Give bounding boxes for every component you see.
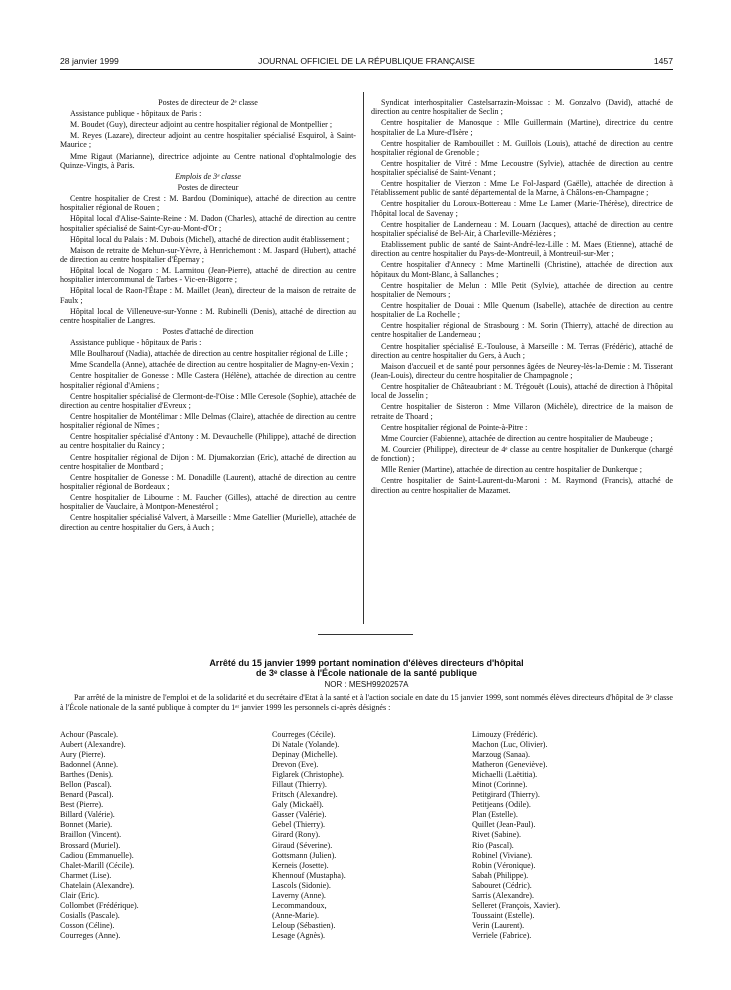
paragraph: Hôpital local de Nogaro : M. Larmitou (Jean-Pierre), attaché de direction au centre hospitalier intercommunal de Tarbes - Vic-en-Bigorre ; (60, 266, 356, 285)
header-journal-title: JOURNAL OFFICIEL DE LA RÉPUBLIQUE FRANÇAISE (258, 56, 475, 66)
paragraph: Centre hospitalier de Gonesse : Mlle Castera (Hélène), attachée de direction au centre hospitalier régional d'Amiens ; (60, 371, 356, 390)
paragraph: Centre hospitalier spécialisé de Clermont-de-l'Oise : Mlle Ceresole (Sophie), attachée de direction au centre hospitalier d'Evreux ; (60, 391, 356, 410)
name-entry: Gebel (Thierry). (272, 820, 326, 830)
header-page-number: 1457 (653, 56, 673, 66)
name-entry: (Anne-Marie). (272, 910, 319, 920)
name-entry: Girard (Rony). (272, 830, 321, 840)
name-entry: Giraud (Séverine). (272, 840, 333, 850)
paragraph: Centre hospitalier de Montélimar : Mlle Delmas (Claire), attachée de direction au centre hospitalier régional de Nîmes ; (60, 411, 356, 431)
name-entry: Sarris (Alexandre). (472, 890, 535, 900)
name-entry: Verin (Laurent). (472, 920, 525, 930)
name-entry: Fillaut (Thierry). (272, 780, 327, 790)
name-entry: Aury (Pierre). (60, 750, 106, 760)
arrete-title (60, 658, 673, 679)
name-entry: Lesage (Agnès). (272, 930, 326, 940)
name-entry: Kerneis (Josette). (272, 860, 329, 870)
paragraph: Centre hospitalier de Crest : M. Bardou (Dominique), attaché de direction au centre hospitalier régional de Rouen ; (60, 194, 356, 213)
paragraph: Centre hospitalier d'Annecy : Mme Martinelli (Christine), attachée de direction aux hôpitaux du Mont-Blanc, à Sallanches ; (371, 260, 673, 279)
column-divider (363, 92, 364, 624)
paragraph: Centre hospitalier de Manosque : Mlle Guillermain (Martine), directrice du centre hospitalier de La Mure-d'Isère ; (371, 118, 673, 137)
paragraph: Centre hospitalier régional de Strasbourg : M. Sorin (Thierry), attaché de direction au centre hospitalier de Landerneau ; (371, 321, 673, 340)
name-entry: Khennouf (Mustapha). (272, 870, 346, 880)
paragraph: Syndicat interhospitalier Castelsarrazin-Moissac : M. Gonzalvo (David), attaché de direction au centre hospitalier de Seclin ; (371, 98, 673, 117)
name-entry: Clair (Eric). (60, 890, 100, 900)
section-separator (318, 634, 413, 635)
paragraph: Mlle Boulharouf (Nadia), attachée de direction au centre hospitalier régional de Lille ; (70, 349, 348, 359)
name-entry: Collombet (Frédérique). (60, 900, 139, 910)
paragraph: Assistance publique - hôpitaux de Paris : (70, 109, 202, 119)
paragraph: Centre hospitalier de Melun : Mlle Petit (Sylvie), attachée de direction au centre hospitalier de Nemours ; (371, 280, 673, 299)
name-entry: Plan (Estelle). (472, 810, 518, 820)
name-entry: Aubert (Alexandre). (60, 740, 126, 750)
name-entry: Petitjeans (Odile). (472, 800, 531, 810)
paragraph: Mme Scandella (Anne), attachée de direction au centre hospitalier de Magny-en-Vexin ; (70, 360, 354, 370)
name-entry: Bellon (Pascal). (60, 780, 112, 790)
name-entry: Drevon (Eve). (272, 760, 319, 770)
name-entry: Achour (Pascale). (60, 730, 118, 739)
section-heading: Postes d'attaché de direction (162, 326, 254, 336)
name-entry: Benard (Pascal). (60, 790, 114, 800)
paragraph: Centre hospitalier spécialisé d'Antony : M. Devauchelle (Philippe), attaché de direction au centre hospitalier du Raincy ; (60, 432, 356, 451)
name-entry: Barthes (Denis). (60, 770, 114, 780)
paragraph: Centre hospitalier régional de Pointe-à-Pitre : (381, 422, 528, 432)
name-entry: Quillet (Jean-Paul). (472, 820, 536, 830)
name-entry: Di Natale (Yolande). (272, 740, 340, 750)
paragraph: M. Reyes (Lazare), directeur adjoint au centre hospitalier spécialisé Esquirol, à Saint-Maurice ; (60, 131, 356, 150)
name-entry: Chalet-Marill (Cécile). (60, 860, 135, 870)
paragraph: Hôpital local du Palais : M. Dubois (Michel), attaché de direction audit établissement ; (70, 234, 350, 244)
paragraph: Centre hospitalier de Rambouillet : M. Guillois (Louis), attaché de direction au centre hospitalier régional de Grenoble ; (371, 138, 673, 157)
name-entry: Machon (Luc, Olivier). (472, 740, 548, 750)
name-entry: Laverny (Anne). (272, 890, 326, 900)
paragraph: Centre hospitalier régional de Dijon : M. Djumakorzian (Eric), attaché de direction au centre hospitalier de Montbard ; (60, 452, 356, 471)
paragraph: Hôpital local de Villeneuve-sur-Yonne : M. Rubinelli (Denis), attaché de direction au centre hospitalier de Langres. (60, 306, 356, 325)
left-column (60, 98, 356, 534)
section-heading: Postes de directeur (177, 182, 239, 192)
right-column (371, 98, 673, 497)
name-entry: Gottsmann (Julien). (272, 850, 337, 860)
paragraph: Centre hospitalier de Saint-Laurent-du-Maroni : M. Raymond (Francis), attaché de direction au centre hospitalier de Mazamet. (371, 476, 673, 495)
name-entry: Leloup (Sébastien). (272, 920, 336, 930)
name-entry: Courreges (Anne). (60, 930, 121, 940)
name-entry: Robinel (Viviane). (472, 850, 533, 860)
arrete-title-line-1: Arrêté du 15 janvier 1999 portant nomination d'élèves directeurs d'hôpital (209, 658, 524, 668)
paragraph: Mme Rigaut (Marianne), directrice adjointe au Centre national d'ophtalmologie des Quinze-Vingts, à Paris. (60, 151, 356, 170)
name-entry: Minot (Corinne). (472, 780, 528, 790)
name-entry: Rio (Pascal). (472, 840, 514, 850)
paragraph: Centre hospitalier de Gonesse : M. Donadille (Laurent), attaché de direction au centre hospitalier régional de Bordeaux ; (60, 472, 356, 491)
name-entry: Lecommandoux, (272, 900, 327, 910)
name-entry: Sabah (Philippe). (472, 870, 529, 880)
name-entry: Rivet (Sabine). (472, 830, 522, 840)
name-entry: Galy (Mickaël). (272, 800, 324, 810)
name-entry: Verriele (Fabrice). (472, 930, 532, 940)
name-entry: Braillon (Vincent). (60, 830, 122, 840)
name-entry: Matheron (Geneviève). (472, 760, 548, 770)
page-header (60, 56, 673, 68)
name-entry: Gasser (Valérie). (272, 810, 327, 820)
name-entry: Toussaint (Estelle). (472, 910, 535, 920)
section-heading: Postes de directeur de 2ᵉ classe (158, 98, 258, 107)
paragraph: Centre hospitalier spécialisé Valvert, à Marseille : Mme Gatellier (Murielle), attachée de direction au centre hospitalier du Gers, à Auch ; (60, 513, 356, 532)
name-entry: Billard (Valérie). (60, 810, 115, 820)
paragraph: Centre hospitalier de Landerneau : M. Louarn (Jacques), attaché de direction au centre hospitalier spécialisé de Bel-Air, à Charleville-Mézières ; (371, 219, 673, 238)
name-entry: Marzoug (Sanaa). (472, 750, 530, 760)
name-entry: Bonnet (Marie). (60, 820, 113, 830)
paragraph: Centre hospitalier spécialisé E.-Toulouse, à Marseille : M. Terras (Frédéric), attaché de direction au centre hospitalier du Gers, à Auch ; (371, 341, 673, 360)
paragraph: Maison de retraite de Mehun-sur-Yèvre, à Henrichemont : M. Jaspard (Hubert), attaché de direction au centre hospitalier d'Épernay ; (60, 245, 356, 264)
name-entry: Selleret (François, Xavier). (472, 900, 561, 910)
paragraph: Etablissement public de santé de Saint-André-lez-Lille : M. Maes (Etienne), attaché de direction au centre hospitalier du Pays-de-Montreuil, à Montreuil-sur-Mer ; (371, 240, 673, 259)
name-entry: Chatelain (Alexandre). (60, 880, 135, 890)
paragraph: Centre hospitalier de Sisteron : Mme Villaron (Michèle), directrice de la maison de retraite de Thoard ; (371, 402, 673, 421)
header-date: 28 janvier 1999 (60, 56, 119, 66)
name-entry: Badonnel (Anne). (60, 760, 118, 770)
header-rule (60, 69, 673, 70)
paragraph: Maison d'accueil et de santé pour personnes âgées de Neurey-lès-la-Demie : M. Tisserant (Jean-Louis), directeur du centre hospitalier de Champagnole ; (371, 361, 673, 381)
name-entry: Cosialls (Pascale). (60, 910, 120, 920)
name-entry: Lascols (Sidonie). (272, 880, 331, 890)
names-column-2 (272, 730, 346, 941)
paragraph: M. Courcier (Philippe), directeur de 4ᵉ classe au centre hospitalier de Dunkerque (chargé de fonction) ; (371, 444, 673, 464)
paragraph: Centre hospitalier du Loroux-Bottereau : Mme Le Lamer (Marie-Thérèse), directrice de l'hôpital local de Savenay ; (371, 199, 673, 218)
name-entry: Fritsch (Alexandre). (272, 790, 338, 800)
name-entry: Cosson (Céline). (60, 920, 115, 930)
name-entry: Depinay (Michelle). (272, 750, 338, 760)
name-entry: Cadiou (Emmanuelle). (60, 850, 134, 860)
paragraph: Hôpital local de Raon-l'Étape : M. Maillet (Jean), directeur de la maison de retraite de Faulx ; (60, 286, 356, 305)
paragraph: Centre hospitalier de Vierzon : Mme Le Fol-Jaspard (Gaëlle), attachée de direction à l'établissement public de santé départemental de la Marne, à Châlons-en-Champagne ; (371, 179, 673, 198)
name-entry: Michaelli (Laëtitia). (472, 770, 538, 780)
paragraph: Centre hospitalier de Douai : Mlle Quenum (Isabelle), attachée de direction au centre hospitalier de La Rochelle ; (371, 300, 673, 320)
name-entry: Figlarek (Christophe). (272, 770, 344, 780)
paragraph: Centre hospitalier de Libourne : M. Faucher (Gilles), attaché de direction au centre hospitalier de Vauclaire, à Montpon-Menestérol ; (60, 493, 356, 512)
paragraph: Mlle Renier (Martine), attachée de direction au centre hospitalier de Dunkerque ; (381, 465, 642, 475)
arrete-intro: Par arrêté de la ministre de l'emploi et de la solidarité et du secrétaire d'Etat à la santé et à l'action sociale en date du 15 janvier 1999, sont nommés élèves directeurs d'hôpital de 3ᵉ classe à l'École nationale de la santé publique à compter du 1ᵉʳ janvier 1999 les personnels ci-après désignés : (60, 693, 673, 712)
arrete-title-line-2: de 3ᵉ classe à l'École nationale de la santé publique (255, 668, 478, 679)
paragraph: Mme Courcier (Fabienne), attachée de direction au centre hospitalier de Maubeuge ; (381, 433, 653, 443)
name-entry: Robin (Véronique). (472, 860, 536, 870)
paragraph: Centre hospitalier de Vitré : Mme Lecoustre (Sylvie), attachée de direction au centre hospitalier spécialisé de Saint-Venant ; (371, 158, 673, 178)
name-entry: Courreges (Cécile). (272, 730, 336, 739)
paragraph: Assistance publique - hôpitaux de Paris : (70, 338, 202, 348)
name-entry: Petitgirard (Thierry). (472, 790, 540, 800)
section-heading: Emplois de 3ᵉ classe (175, 171, 241, 181)
names-column-1 (60, 730, 139, 941)
name-entry: Brossard (Muriel). (60, 840, 121, 850)
paragraph: Centre hospitalier de Châteaubriant : M. Trégouët (Louis), attaché de direction à l'hôpital local de Josselin ; (371, 382, 673, 401)
name-entry: Limouzy (Frédéric). (472, 730, 538, 739)
name-entry: Best (Pierre). (60, 800, 104, 810)
name-entry: Charmet (Lise). (60, 870, 112, 880)
paragraph: Hôpital local d'Alise-Sainte-Reine : M. Dadon (Charles), attaché de direction au centre hospitalier spécialisé de Saint-Cyr-au-Mont-d'Or ; (60, 214, 356, 233)
nor-reference: NOR : MESH9920257A (324, 680, 409, 689)
paragraph: M. Boudet (Guy), directeur adjoint au centre hospitalier régional de Montpellier ; (70, 120, 333, 130)
name-entry: Sabouret (Cédric). (472, 880, 532, 890)
names-column-3 (472, 730, 560, 941)
